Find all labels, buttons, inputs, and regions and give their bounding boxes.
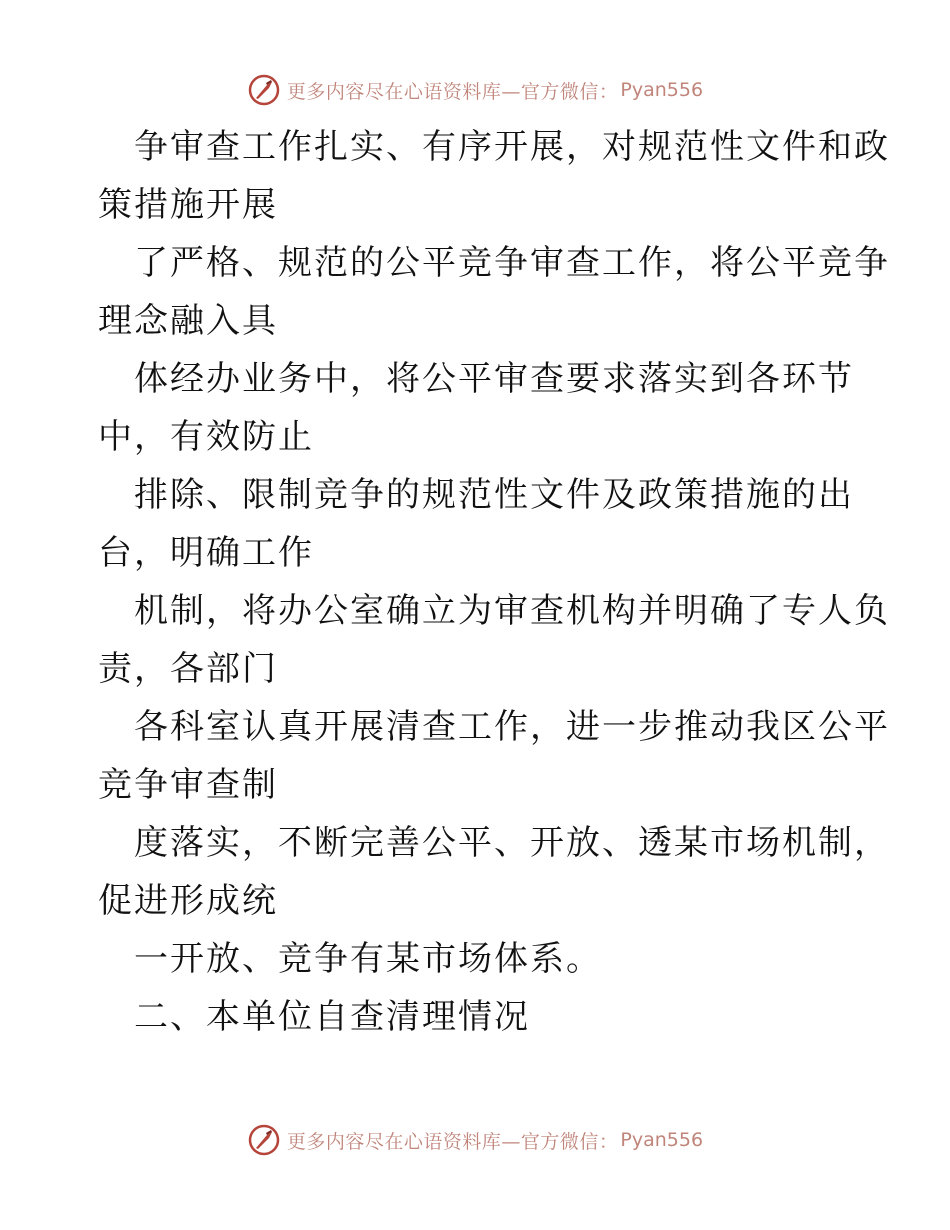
body-line: 机制，将办公室确立为审查机构并明确了专人负: [134, 591, 890, 631]
body-line: 体经办业务中，将公平审查要求落实到各环节: [134, 359, 854, 399]
body-line: 理念融入具: [98, 301, 278, 341]
body-line: 争审查工作扎实、有序开展，对规范性文件和政: [134, 127, 890, 167]
body-line: 台，明确工作: [98, 533, 314, 573]
body-line: 度落实，不断完善公平、开放、透某市场机制，: [134, 823, 890, 863]
watermark-id: Pyan556: [620, 1129, 704, 1151]
section-heading: 二、本单位自查清理情况: [134, 997, 530, 1037]
body-line: 中，有效防止: [98, 417, 314, 457]
body-line: 促进形成统: [98, 881, 278, 921]
body-line: 竞争审查制: [98, 765, 278, 805]
body-line: 了严格、规范的公平竞争审查工作，将公平竞争: [134, 243, 890, 283]
pen-logo-icon: [247, 73, 281, 107]
body-line: 一开放、竞争有某市场体系。: [134, 939, 602, 979]
watermark-id: Pyan556: [620, 79, 704, 101]
watermark-text: 更多内容尽在心语资料库—官方微信：: [286, 1130, 619, 1153]
body-line: 排除、限制竞争的规范性文件及政策措施的出: [134, 475, 854, 515]
document-body: [98, 118, 890, 1046]
body-line: 责，各部门: [98, 649, 278, 689]
watermark-text: 更多内容尽在心语资料库—官方微信：: [286, 80, 619, 103]
header-watermark: [0, 70, 950, 110]
body-line: 策措施开展: [98, 185, 278, 225]
footer-watermark: [0, 1120, 950, 1160]
pen-logo-icon: [247, 1123, 281, 1157]
body-line: 各科室认真开展清查工作，进一步推动我区公平: [134, 707, 890, 747]
